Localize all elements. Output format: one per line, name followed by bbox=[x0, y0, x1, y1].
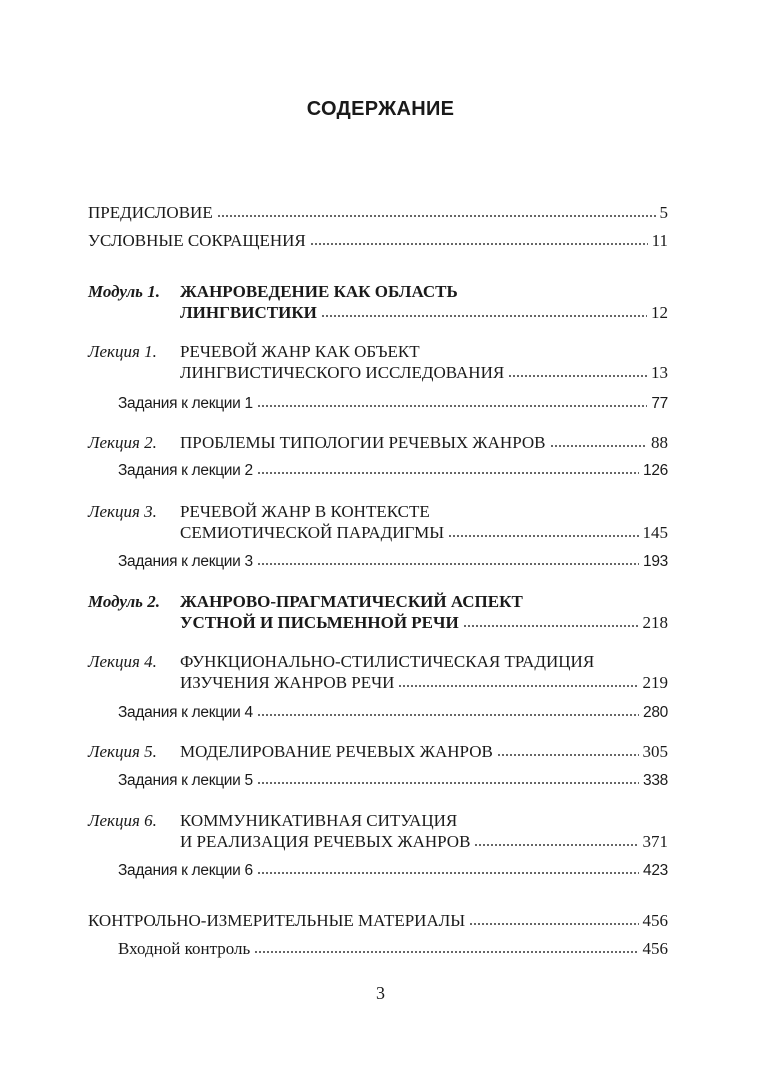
dot-leader bbox=[469, 922, 638, 926]
toc-entry-label: Лекция 6. bbox=[88, 811, 157, 830]
toc-page-number: 456 bbox=[642, 911, 668, 930]
toc-entry-title: Задания к лекции 3 bbox=[118, 553, 253, 570]
toc-entry-label: Лекция 3. bbox=[88, 502, 157, 521]
dot-leader bbox=[257, 562, 639, 566]
dot-leader bbox=[217, 214, 656, 218]
toc-entry-title: ФУНКЦИОНАЛЬНО-СТИЛИСТИЧЕСКАЯ ТРАДИЦИЯ bbox=[180, 652, 595, 671]
toc-entry-title: Задания к лекции 1 bbox=[118, 395, 253, 412]
toc-page-number: 145 bbox=[642, 523, 668, 542]
dot-leader bbox=[254, 950, 638, 954]
toc-entry-title: ПРОБЛЕМЫ ТИПОЛОГИИ РЕЧЕВЫХ ЖАНРОВ bbox=[180, 433, 546, 452]
page-title: СОДЕРЖАНИЕ bbox=[306, 98, 455, 120]
toc-page-number: 77 bbox=[651, 395, 668, 412]
toc-entry-title: Входной контроль bbox=[118, 939, 251, 958]
toc-entry-label: Модуль 2. bbox=[88, 592, 160, 611]
dot-leader bbox=[463, 624, 639, 628]
toc-entry-title: КОММУНИКАТИВНАЯ СИТУАЦИЯ bbox=[180, 811, 458, 830]
dot-leader bbox=[474, 843, 638, 847]
toc-entry-label: Лекция 4. bbox=[88, 652, 157, 671]
dot-leader bbox=[257, 471, 639, 475]
dot-leader bbox=[448, 534, 638, 538]
toc-page-number: 218 bbox=[642, 613, 668, 632]
toc-page-number: 280 bbox=[643, 704, 668, 721]
toc-entry-title: Задания к лекции 5 bbox=[118, 772, 253, 789]
toc-entry-title: ЖАНРОВО-ПРАГМАТИЧЕСКИЙ АСПЕКТ bbox=[180, 592, 523, 611]
toc-page-number: 126 bbox=[643, 462, 668, 479]
dot-leader bbox=[508, 374, 647, 378]
toc-entry-title: ЖАНРОВЕДЕНИЕ КАК ОБЛАСТЬ bbox=[180, 282, 458, 301]
toc-entry-label: Лекция 1. bbox=[88, 342, 157, 361]
toc-page-number: 305 bbox=[642, 742, 668, 761]
toc-entry-title: И РЕАЛИЗАЦИЯ РЕЧЕВЫХ ЖАНРОВ bbox=[180, 832, 471, 851]
toc-page-number: 88 bbox=[651, 433, 668, 452]
dot-leader bbox=[497, 753, 639, 757]
toc-entry-title: Задания к лекции 4 bbox=[118, 704, 253, 721]
toc-entry-title: СЕМИОТИЧЕСКОЙ ПАРАДИГМЫ bbox=[180, 523, 445, 542]
toc-page-number: 423 bbox=[643, 862, 668, 879]
toc-entry-title: Задания к лекции 6 bbox=[118, 862, 253, 879]
toc-entry-label: Лекция 5. bbox=[88, 742, 157, 761]
toc-page-number: 193 bbox=[643, 553, 668, 570]
toc-entry-title: Задания к лекции 2 bbox=[118, 462, 253, 479]
toc-page-number: 5 bbox=[659, 203, 668, 222]
toc-entry-label: Модуль 1. bbox=[88, 282, 160, 301]
toc-page-number: 371 bbox=[642, 832, 668, 851]
dot-leader bbox=[257, 871, 639, 875]
toc-entry-title: МОДЕЛИРОВАНИЕ РЕЧЕВЫХ ЖАНРОВ bbox=[180, 742, 493, 761]
dot-leader bbox=[257, 713, 639, 717]
toc-entry-title: КОНТРОЛЬНО-ИЗМЕРИТЕЛЬНЫЕ МАТЕРИАЛЫ bbox=[88, 911, 466, 930]
dot-leader bbox=[310, 242, 648, 246]
toc-page-number: 11 bbox=[651, 231, 668, 250]
dot-leader bbox=[257, 781, 639, 785]
toc-entry-title: ЛИНГВИСТИЧЕСКОГО ИССЛЕДОВАНИЯ bbox=[180, 363, 505, 382]
toc-entry-title: УСЛОВНЫЕ СОКРАЩЕНИЯ bbox=[88, 231, 306, 250]
toc-entry-title: РЕЧЕВОЙ ЖАНР КАК ОБЪЕКТ bbox=[180, 342, 420, 361]
toc-page-number: 13 bbox=[651, 363, 668, 382]
toc-page-number: 219 bbox=[642, 673, 668, 692]
toc-entry-title: РЕЧЕВОЙ ЖАНР В КОНТЕКСТЕ bbox=[180, 502, 430, 521]
dot-leader bbox=[398, 684, 638, 688]
page-number: 3 bbox=[376, 983, 385, 1003]
toc-page-number: 456 bbox=[642, 939, 668, 958]
toc-page-number: 12 bbox=[651, 303, 668, 322]
toc-entry-label: Лекция 2. bbox=[88, 433, 157, 452]
toc-entry-title: ИЗУЧЕНИЯ ЖАНРОВ РЕЧИ bbox=[180, 673, 395, 692]
toc-entry-title: ПРЕДИСЛОВИЕ bbox=[88, 203, 213, 222]
dot-leader bbox=[321, 314, 647, 318]
toc-page-number: 338 bbox=[643, 772, 668, 789]
dot-leader bbox=[257, 404, 648, 408]
dot-leader bbox=[550, 444, 648, 448]
toc-entry-title: ЛИНГВИСТИКИ bbox=[180, 303, 317, 322]
toc-entry-title: УСТНОЙ И ПИСЬМЕННОЙ РЕЧИ bbox=[180, 613, 459, 632]
